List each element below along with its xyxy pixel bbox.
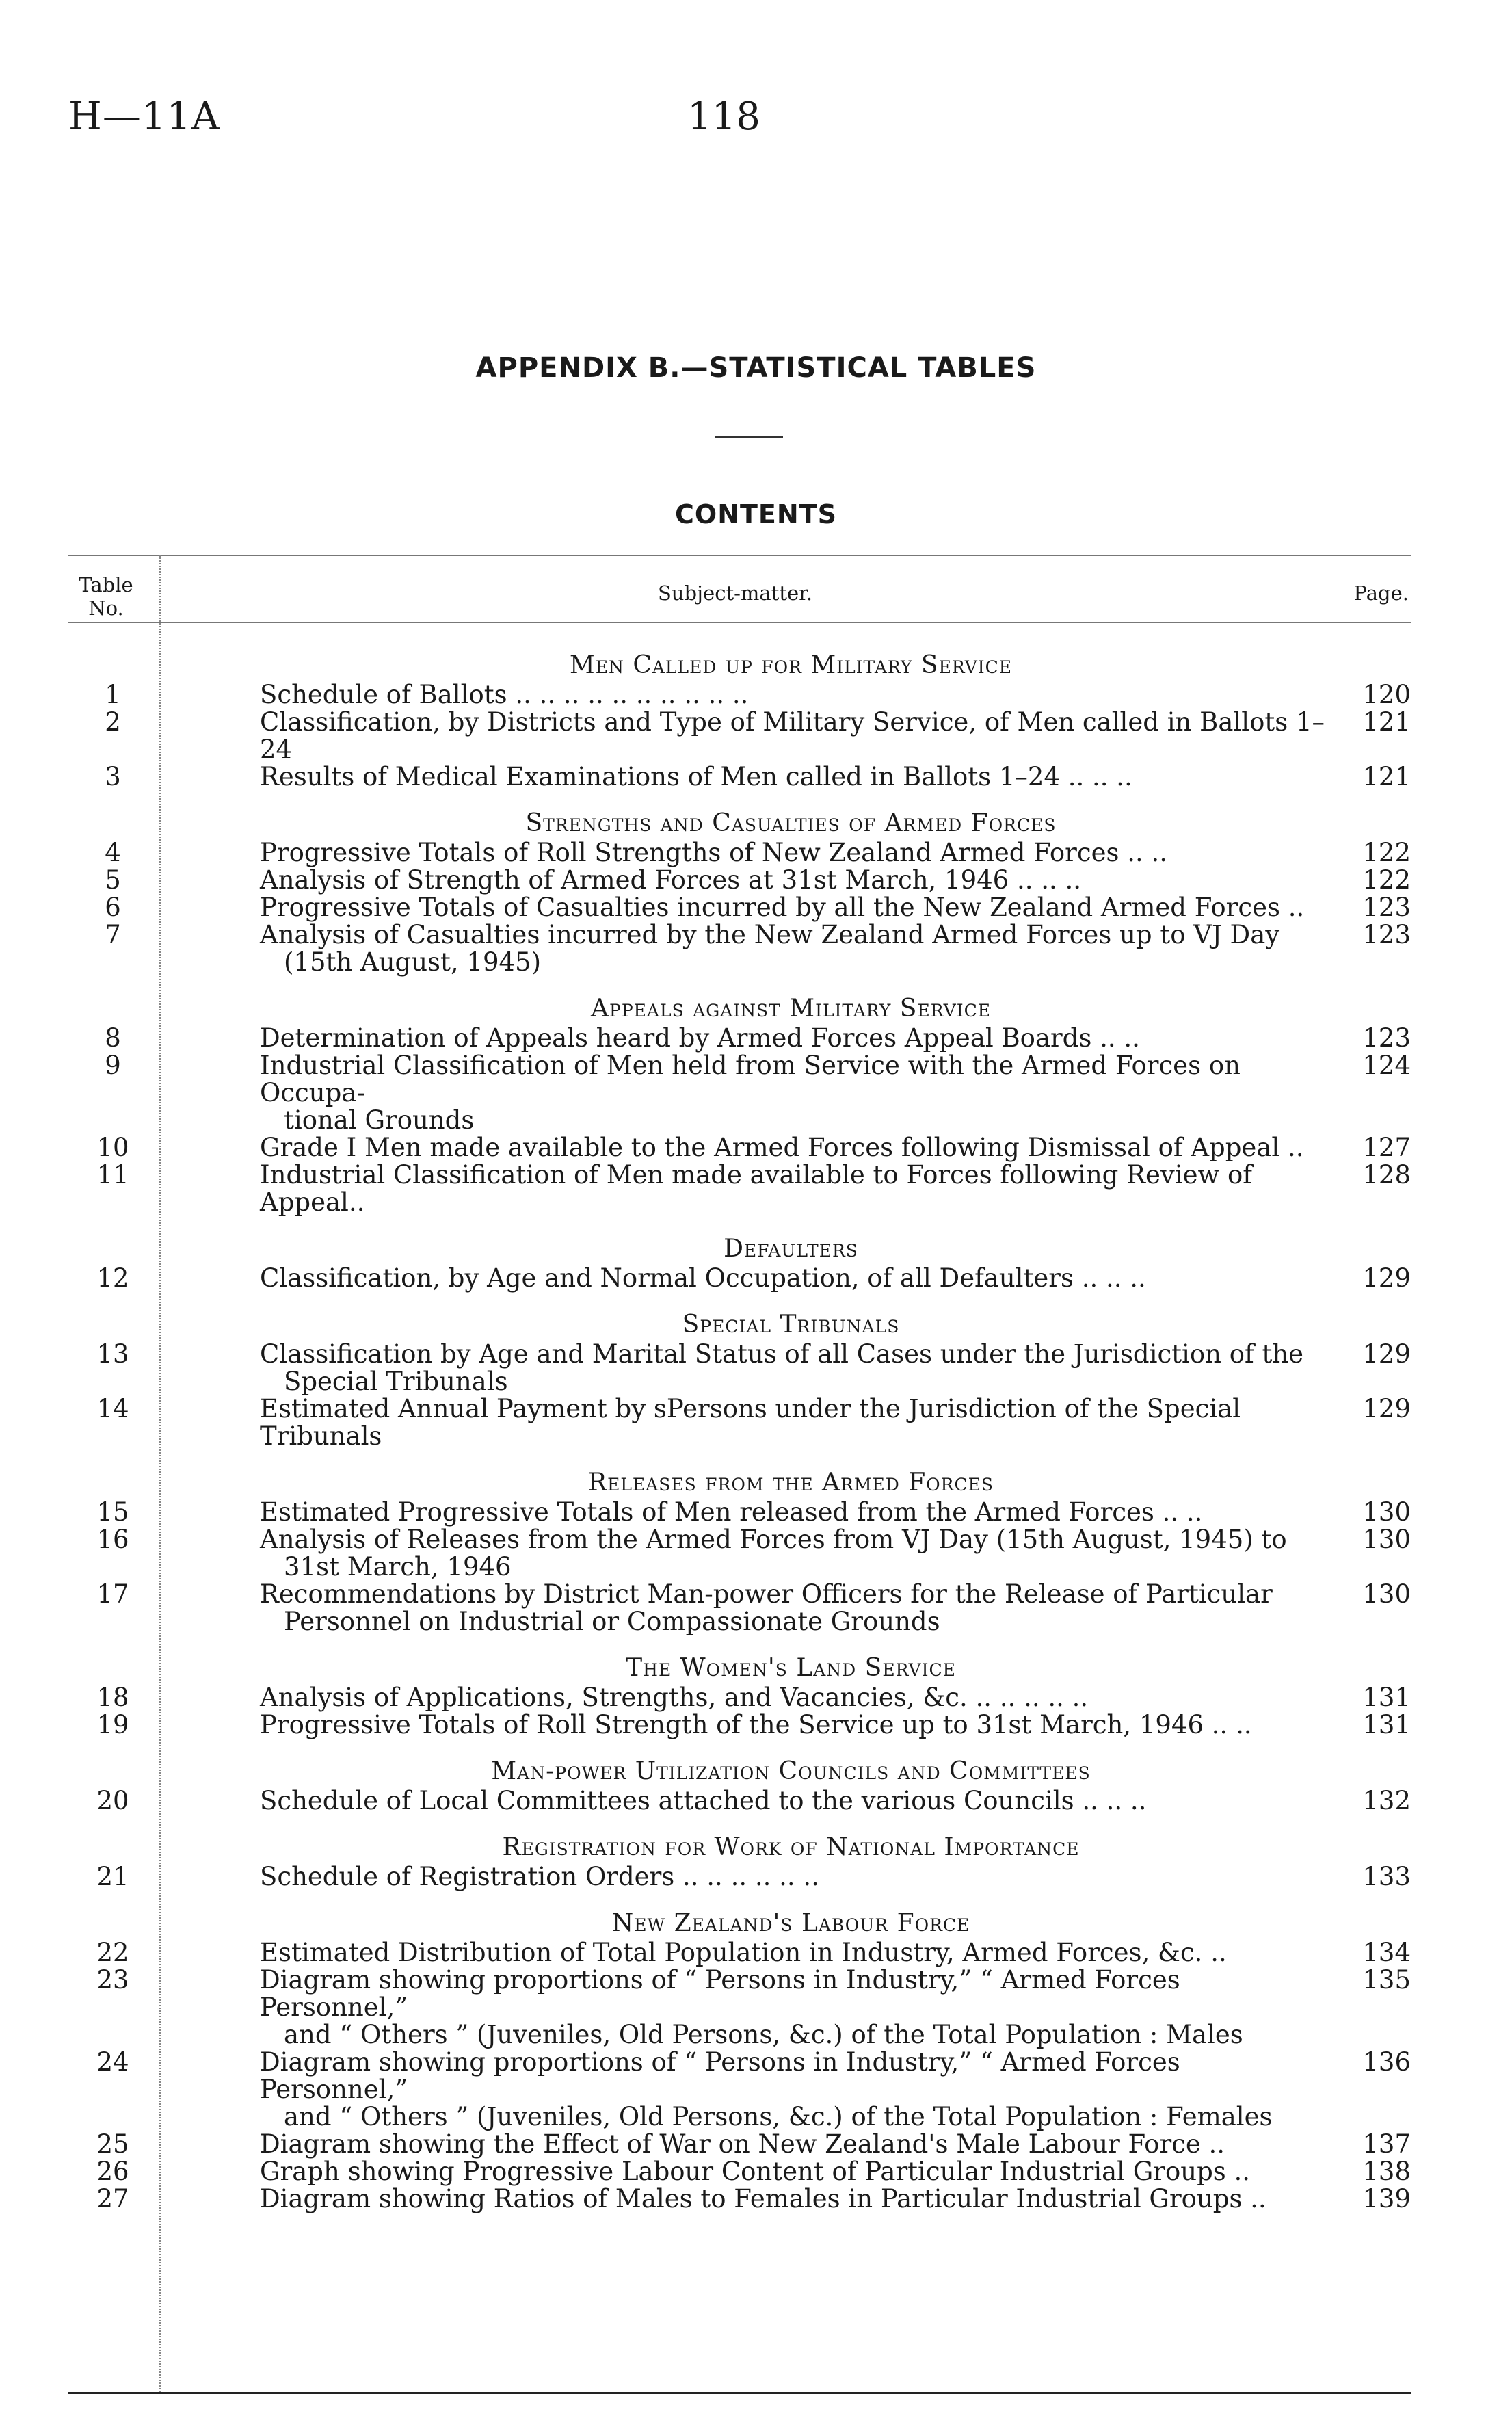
- page-reference: 127: [1362, 1133, 1411, 1162]
- page-reference: 135: [1362, 1965, 1411, 1995]
- page-reference: 130: [1362, 1497, 1411, 1527]
- subject-matter: [157, 1967, 1329, 2049]
- subject-matter: [157, 1395, 1329, 1450]
- table-number: 18: [96, 1683, 129, 1712]
- subject-line: Graph showing Progressive Labour Content of Particular Industrial Groups ..: [260, 2157, 1251, 2186]
- table-row: [68, 2049, 1411, 2131]
- title-divider: [715, 436, 783, 438]
- subject-line: Progressive Totals of Casualties incurred by all the New Zealand Armed Forces ..: [260, 893, 1305, 922]
- subject-matter: [157, 1787, 1329, 1815]
- subject-line: Analysis of Casualties incurred by the New Zealand Armed Forces up to VJ Day: [260, 920, 1280, 949]
- page-reference: 129: [1362, 1263, 1411, 1293]
- subject-matter: [157, 1526, 1329, 1581]
- table-number: 1: [105, 680, 121, 709]
- table-row: [68, 763, 1411, 791]
- table-number: 21: [96, 1862, 129, 1891]
- table-row: [68, 2158, 1411, 2185]
- subject-matter: [157, 1341, 1329, 1395]
- table-number: 10: [96, 1133, 129, 1162]
- table-number: 17: [96, 1579, 129, 1609]
- table-number: 11: [96, 1160, 129, 1190]
- page-reference: 123: [1362, 893, 1411, 922]
- section-heading: Registration for Work of National Importance: [502, 1833, 1080, 1861]
- subject-line: Diagram showing the Effect of War on New Zealand's Male Labour Force ..: [260, 2129, 1225, 2159]
- table-bottom-rule: [68, 2392, 1411, 2394]
- subject-line: Schedule of Local Committees attached to the various Councils .. .. ..: [260, 1786, 1147, 1815]
- page-reference: 123: [1362, 920, 1411, 949]
- subject-line: Recommendations by District Man-power Officers for the Release of Particular: [260, 1579, 1273, 1609]
- page-number: 118: [687, 94, 760, 139]
- table-number: 23: [96, 1965, 129, 1995]
- subject-continuation: (15th August, 1945): [284, 947, 542, 977]
- subject-matter: [157, 2158, 1329, 2185]
- subject-matter: [157, 839, 1329, 867]
- subject-matter: [157, 1711, 1329, 1739]
- table-number: 24: [96, 2047, 129, 2077]
- table-row: [68, 1863, 1411, 1891]
- subject-matter: [157, 894, 1329, 921]
- header-bottom-rule: [68, 622, 1411, 623]
- subject-line: Estimated Annual Payment by sPersons under the Jurisdiction of the Special Tribunals: [260, 1394, 1241, 1451]
- table-row: [68, 1581, 1411, 1635]
- page-reference: 134: [1362, 1938, 1411, 1967]
- subject-line: Classification by Age and Marital Status of all Cases under the Jurisdiction of the: [260, 1339, 1304, 1369]
- subject-matter: [157, 2131, 1329, 2158]
- table-row: [68, 1052, 1411, 1134]
- section-heading: Strengths and Casualties of Armed Forces: [525, 809, 1057, 837]
- contents-section: [68, 808, 1411, 976]
- section-heading: Special Tribunals: [682, 1311, 900, 1339]
- subject-continuation: and “ Others ” (Juveniles, Old Persons, &c.) of the Total Population : Females: [284, 2102, 1273, 2131]
- subject-line: Industrial Classification of Men made available to Forces following Review of Appeal..: [260, 1160, 1252, 1217]
- subject-line: Grade I Men made available to the Armed Forces following Dismissal of Appeal ..: [260, 1133, 1304, 1162]
- subject-matter: [157, 1265, 1329, 1292]
- page-reference: 122: [1362, 865, 1411, 895]
- subject-matter: [157, 681, 1329, 709]
- subject-line: Progressive Totals of Roll Strengths of New Zealand Armed Forces .. ..: [260, 838, 1168, 867]
- table-number: 13: [96, 1339, 129, 1369]
- section-heading: New Zealand's Labour Force: [611, 1909, 970, 1937]
- table-number: 7: [105, 920, 121, 949]
- subject-matter: [157, 867, 1329, 894]
- table-number: 3: [105, 762, 121, 791]
- page-reference: 129: [1362, 1339, 1411, 1369]
- subject-line: Analysis of Releases from the Armed Forces from VJ Day (15th August, 1945) to: [260, 1525, 1287, 1554]
- contents-table: [68, 650, 1411, 2230]
- subject-matter: [157, 1052, 1329, 1134]
- table-row: [68, 1684, 1411, 1711]
- table-number: 8: [105, 1023, 121, 1053]
- page-reference: 121: [1362, 707, 1411, 737]
- table-row: [68, 1499, 1411, 1526]
- subject-line: Schedule of Ballots .. .. .. .. .. .. .. .. .. ..: [260, 680, 749, 709]
- section-heading: Releases from the Armed Forces: [587, 1469, 994, 1497]
- subject-matter: [157, 1684, 1329, 1711]
- table-row: [68, 1939, 1411, 1967]
- table-row: [68, 1787, 1411, 1815]
- subject-matter: [157, 1134, 1329, 1161]
- page-reference: 133: [1362, 1862, 1411, 1891]
- table-number: 27: [96, 2184, 129, 2213]
- subject-matter: [157, 2185, 1329, 2213]
- page-reference: 131: [1362, 1683, 1411, 1712]
- subject-line: Estimated Distribution of Total Population in Industry, Armed Forces, &c. ..: [260, 1938, 1227, 1967]
- subject-continuation: Personnel on Industrial or Compassionate Grounds: [284, 1607, 940, 1636]
- table-row: [68, 1025, 1411, 1052]
- table-row: [68, 2131, 1411, 2158]
- page-reference: 137: [1362, 2129, 1411, 2159]
- table-row: [68, 1134, 1411, 1161]
- table-number: 6: [105, 893, 121, 922]
- table-number: 22: [96, 1938, 129, 1967]
- contents-section: [68, 1653, 1411, 1739]
- table-number: 9: [105, 1051, 121, 1080]
- subject-matter: [157, 1025, 1329, 1052]
- subject-line: Classification, by Districts and Type of Military Service, of Men called in Ballots 1–24: [260, 707, 1325, 764]
- section-heading: Appeals against Military Service: [591, 995, 991, 1023]
- subject-continuation: and “ Others ” (Juveniles, Old Persons, &c.) of the Total Population : Males: [284, 2020, 1243, 2049]
- page-reference: 123: [1362, 1023, 1411, 1053]
- table-row: [68, 1526, 1411, 1581]
- section-heading: The Women's Land Service: [626, 1654, 956, 1682]
- subject-matter: [157, 709, 1329, 763]
- table-number: 14: [96, 1394, 129, 1423]
- page-reference: 124: [1362, 1051, 1411, 1080]
- subject-line: Diagram showing proportions of “ Persons in Industry,” “ Armed Forces Personnel,”: [260, 2047, 1180, 2104]
- contents-section: [68, 1908, 1411, 2213]
- subject-line: Estimated Progressive Totals of Men released from the Armed Forces .. ..: [260, 1497, 1203, 1527]
- table-row: [68, 894, 1411, 921]
- table-row: [68, 1161, 1411, 1216]
- subject-matter: [157, 921, 1329, 976]
- subject-continuation: 31st March, 1946: [284, 1552, 512, 1581]
- document-code: H—11A: [68, 94, 220, 139]
- table-number: 26: [96, 2157, 129, 2186]
- page-reference: 130: [1362, 1579, 1411, 1609]
- contents-section: [68, 1467, 1411, 1635]
- column-header-page: Page.: [1353, 581, 1409, 605]
- table-row: [68, 1395, 1411, 1450]
- subject-matter: [157, 1863, 1329, 1891]
- table-row: [68, 1711, 1411, 1739]
- table-row: [68, 709, 1411, 763]
- contents-section: [68, 1309, 1411, 1450]
- table-number: 2: [105, 707, 121, 737]
- subject-line: Analysis of Applications, Strengths, and Vacancies, &c. .. .. .. .. ..: [260, 1683, 1089, 1712]
- contents-heading: CONTENTS: [675, 499, 837, 529]
- table-row: [68, 1265, 1411, 1292]
- subject-line: Schedule of Registration Orders .. .. .. .. .. ..: [260, 1862, 819, 1891]
- page-reference: 131: [1362, 1710, 1411, 1739]
- section-heading: Man-power Utilization Councils and Committees: [491, 1757, 1091, 1785]
- contents-section: [68, 1756, 1411, 1815]
- table-row: [68, 1341, 1411, 1395]
- page-reference: 122: [1362, 838, 1411, 867]
- subject-line: Diagram showing Ratios of Males to Females in Particular Industrial Groups ..: [260, 2184, 1266, 2213]
- subject-line: Determination of Appeals heard by Armed Forces Appeal Boards .. ..: [260, 1023, 1140, 1053]
- page-reference: 138: [1362, 2157, 1411, 2186]
- subject-line: Diagram showing proportions of “ Persons in Industry,” “ Armed Forces Personnel,”: [260, 1965, 1180, 2022]
- page-reference: 129: [1362, 1394, 1411, 1423]
- page-reference: 120: [1362, 680, 1411, 709]
- table-number: 25: [96, 2129, 129, 2159]
- table-row: [68, 839, 1411, 867]
- table-row: [68, 681, 1411, 709]
- table-number: 19: [96, 1710, 129, 1739]
- table-top-rule: [68, 555, 1411, 556]
- table-number: 20: [96, 1786, 129, 1815]
- table-row: [68, 921, 1411, 976]
- table-number: 16: [96, 1525, 129, 1554]
- contents-section: [68, 993, 1411, 1216]
- subject-continuation: tional Grounds: [284, 1105, 475, 1135]
- page-reference: 121: [1362, 762, 1411, 791]
- section-heading: Defaulters: [724, 1235, 858, 1263]
- subject-matter: [157, 1581, 1329, 1635]
- column-header-subject: Subject-matter.: [657, 581, 813, 605]
- subject-line: Results of Medical Examinations of Men called in Ballots 1–24 .. .. ..: [260, 762, 1132, 791]
- page-reference: 139: [1362, 2184, 1411, 2213]
- subject-line: Progressive Totals of Roll Strength of the Service up to 31st March, 1946 .. ..: [260, 1710, 1252, 1739]
- table-number: 15: [96, 1497, 129, 1527]
- section-heading: Men Called up for Military Service: [569, 651, 1013, 679]
- table-number: 5: [105, 865, 121, 895]
- page-reference: 132: [1362, 1786, 1411, 1815]
- table-row: [68, 2185, 1411, 2213]
- table-number: 4: [105, 838, 121, 867]
- contents-section: [68, 650, 1411, 791]
- table-row: [68, 1967, 1411, 2049]
- page-reference: 130: [1362, 1525, 1411, 1554]
- table-number: 12: [96, 1263, 129, 1293]
- subject-matter: [157, 1939, 1329, 1967]
- page-reference: 128: [1362, 1160, 1411, 1190]
- subject-matter: [157, 2049, 1329, 2131]
- subject-line: Classification, by Age and Normal Occupation, of all Defaulters .. .. ..: [260, 1263, 1146, 1293]
- appendix-title: APPENDIX B.—STATISTICAL TABLES: [475, 352, 1037, 384]
- column-header-table-no: Table No.: [79, 573, 133, 620]
- subject-line: Industrial Classification of Men held from Service with the Armed Forces on Occupa-: [260, 1051, 1241, 1107]
- contents-section: [68, 1832, 1411, 1891]
- page-reference: 136: [1362, 2047, 1411, 2077]
- contents-section: [68, 1233, 1411, 1292]
- subject-line: Analysis of Strength of Armed Forces at 31st March, 1946 .. .. ..: [260, 865, 1082, 895]
- subject-matter: [157, 763, 1329, 791]
- subject-matter: [157, 1161, 1329, 1216]
- table-row: [68, 867, 1411, 894]
- subject-continuation: Special Tribunals: [284, 1367, 508, 1396]
- subject-matter: [157, 1499, 1329, 1526]
